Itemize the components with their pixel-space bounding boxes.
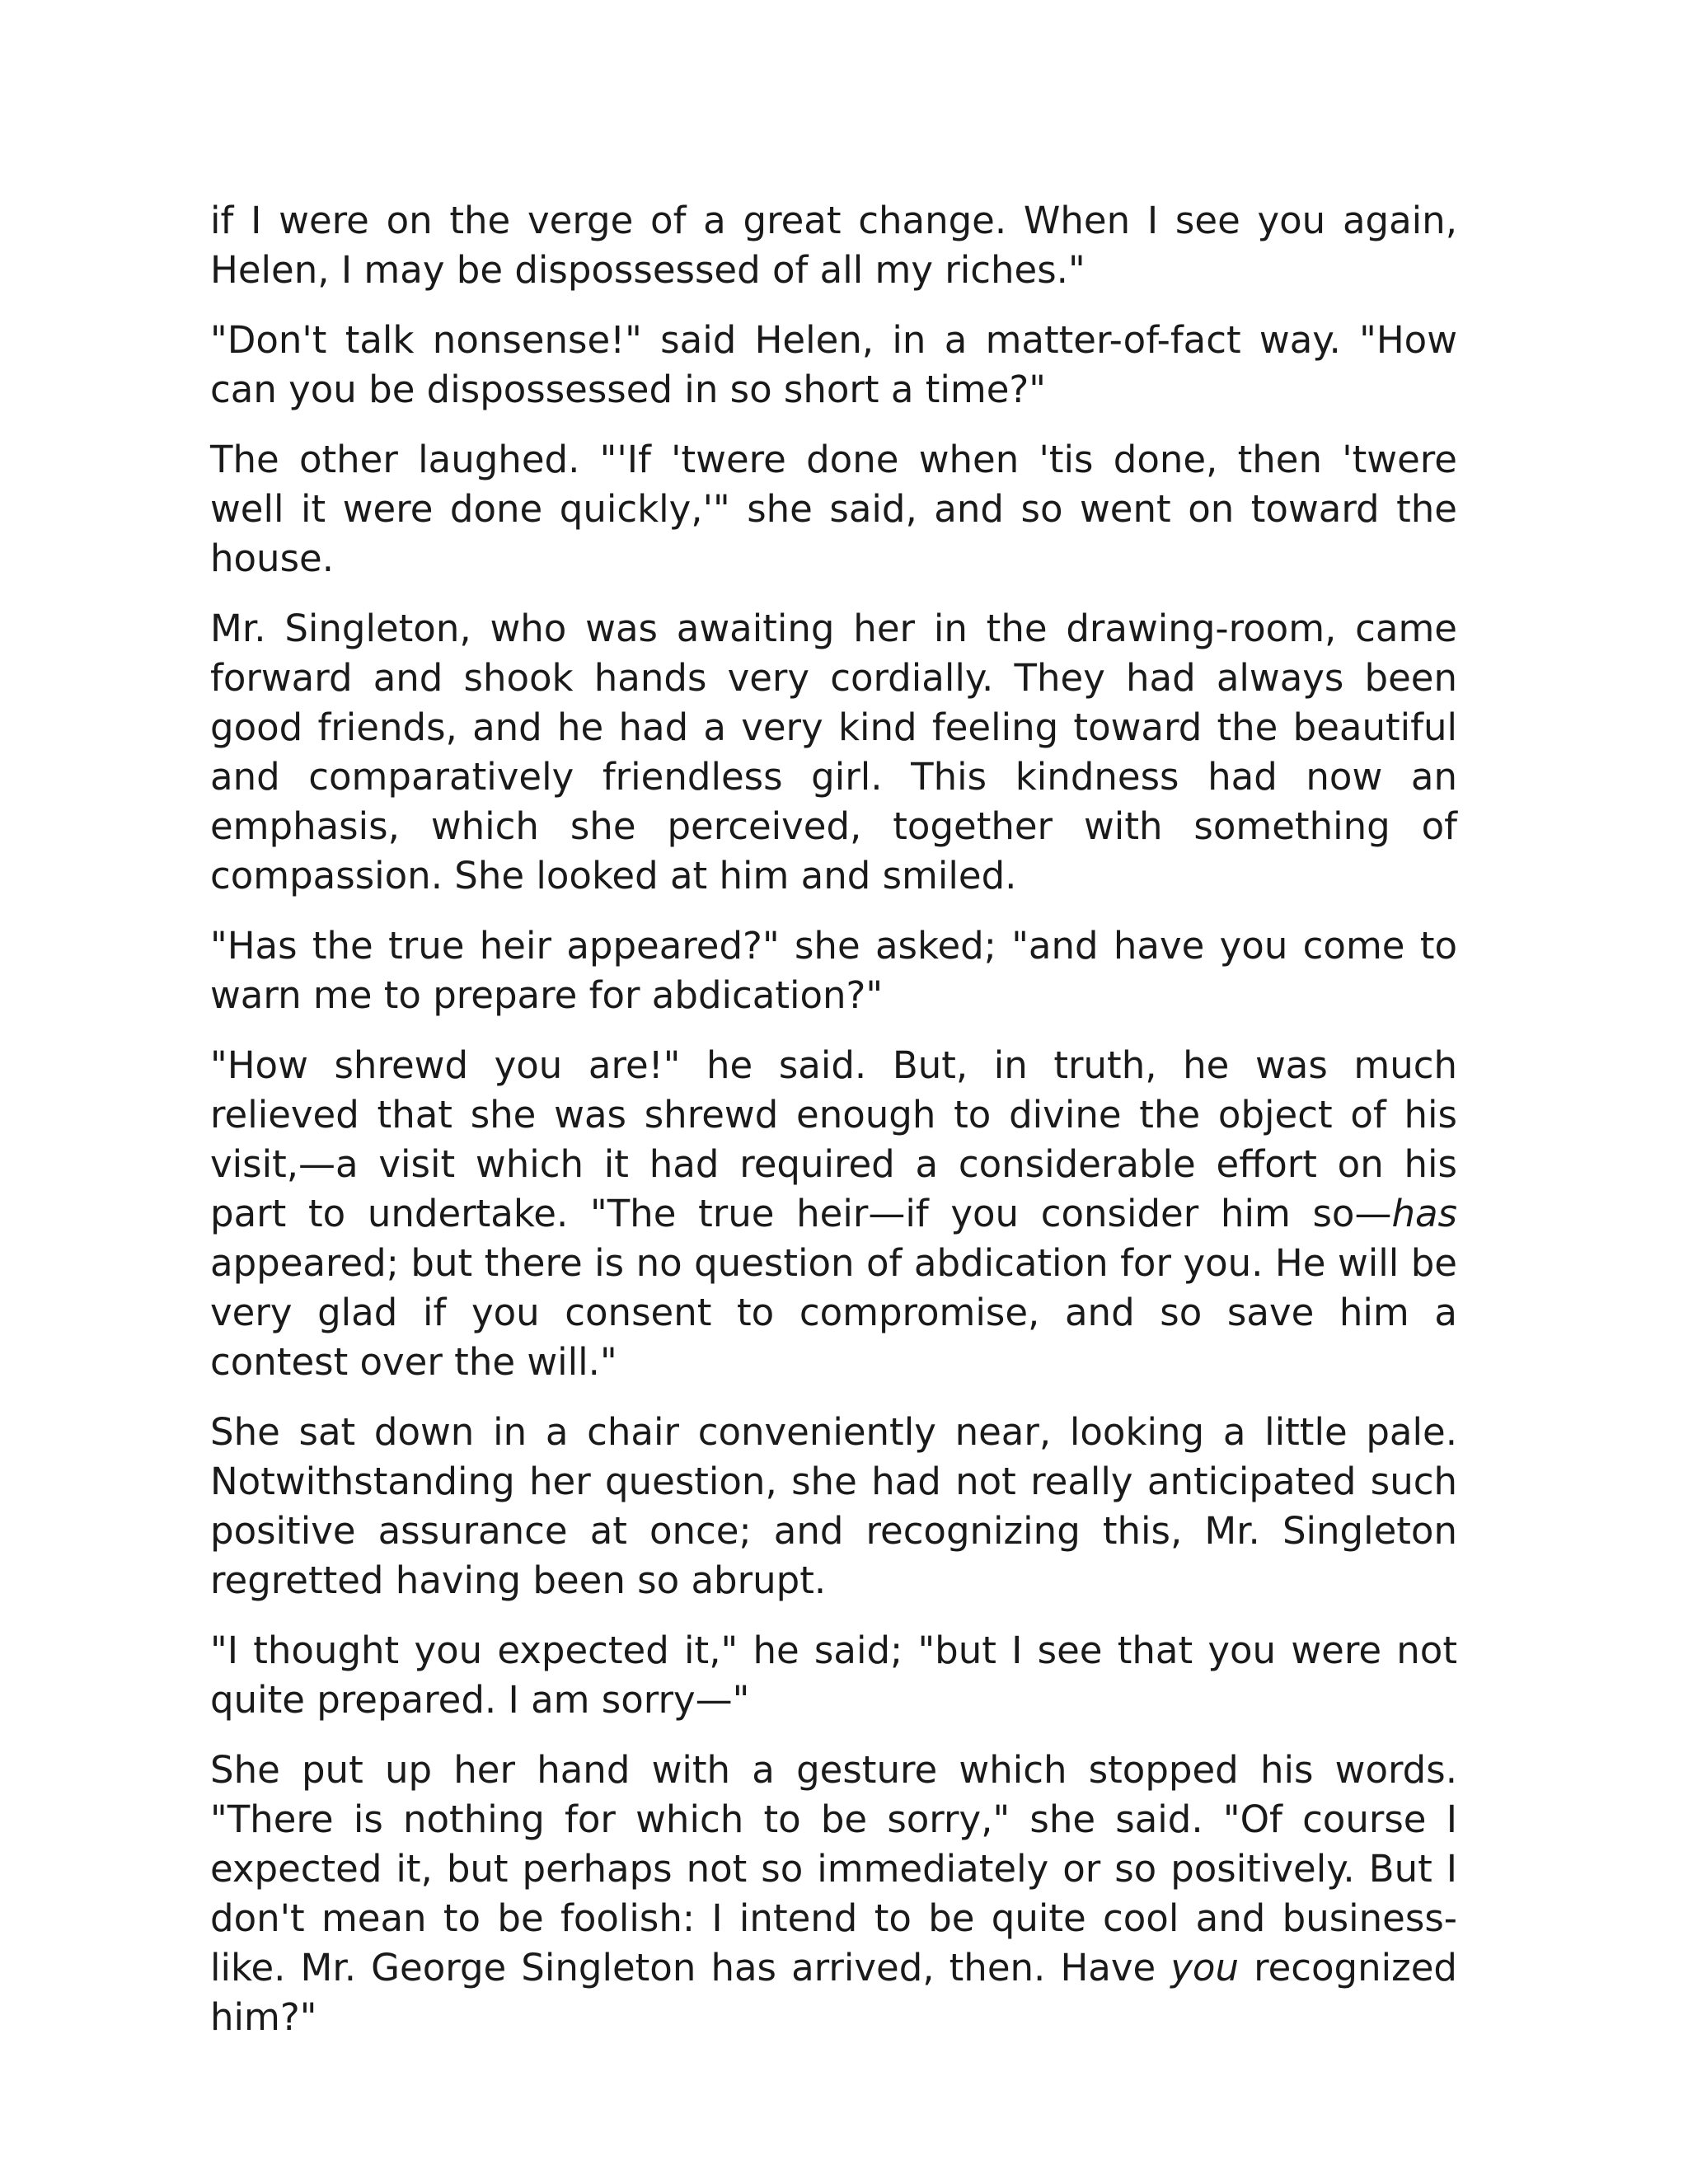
paragraph-8: "I thought you expected it," he said; "but I see that you were not quite prepared. I am sorry—" [210, 1629, 1457, 1722]
paragraph-6-emphasis: has [1391, 1192, 1457, 1235]
paragraph-1: if I were on the verge of a great change. When I see you again, Helen, I may be dispossessed of all my riches." [210, 199, 1457, 292]
paragraph-3: The other laughed. "'If 'twere done when 'tis done, then 'twere well it were done quickly,'" she said, and so went on toward the house. [210, 438, 1457, 580]
paragraph-9 [210, 1746, 1457, 2042]
paragraph-6-text-before: "How shrewd you are!" he said. But, in truth, he was much relieved that she was shrewd enough to divine the object of his visit,—a visit which it had required a considerable effort on his part to undertake. "The true heir—if you consider him so— [210, 1043, 1457, 1235]
paragraph-2: "Don't talk nonsense!" said Helen, in a matter-of-fact way. "How can you be dispossessed in so short a time?" [210, 318, 1457, 411]
paragraph-6 [210, 1041, 1457, 1387]
paragraph-9-text-before: She put up her hand with a gesture which stopped his words. "There is nothing for which to be sorry," she said. "Of course I expected it, but perhaps not so immediately or so positively. But I don't mean to be foolish: I intend to be quite cool and business-like. Mr. George Singleton has arrived, then. Have [210, 1748, 1457, 1990]
paragraph-4: Mr. Singleton, who was awaiting her in the drawing-room, came forward and shook hands very cordially. They had always been good friends, and he had a very kind feeling toward the beautiful and comparatively friendless girl. This kindness had now an emphasis, which she perceived, together with something of compassion. She looked at him and smiled. [210, 607, 1457, 898]
paragraph-9-text-after: recognized him?" [210, 1946, 1458, 2039]
paragraph-6-text-after: appeared; but there is no question of abdication for you. He will be very glad if you consent to compromise, and so save him a contest over the will." [210, 1241, 1457, 1384]
paragraph-7: She sat down in a chair conveniently near, looking a little pale. Notwithstanding her question, she had not really anticipated such positive assurance at once; and recognizing this, Mr. Singleton regretted having been so abrupt. [210, 1410, 1457, 1602]
paragraph-9-emphasis: you [1170, 1946, 1239, 1990]
paragraph-5: "Has the true heir appeared?" she asked; "and have you come to warn me to prepare for abdication?" [210, 924, 1457, 1017]
page-body [210, 196, 1457, 2063]
